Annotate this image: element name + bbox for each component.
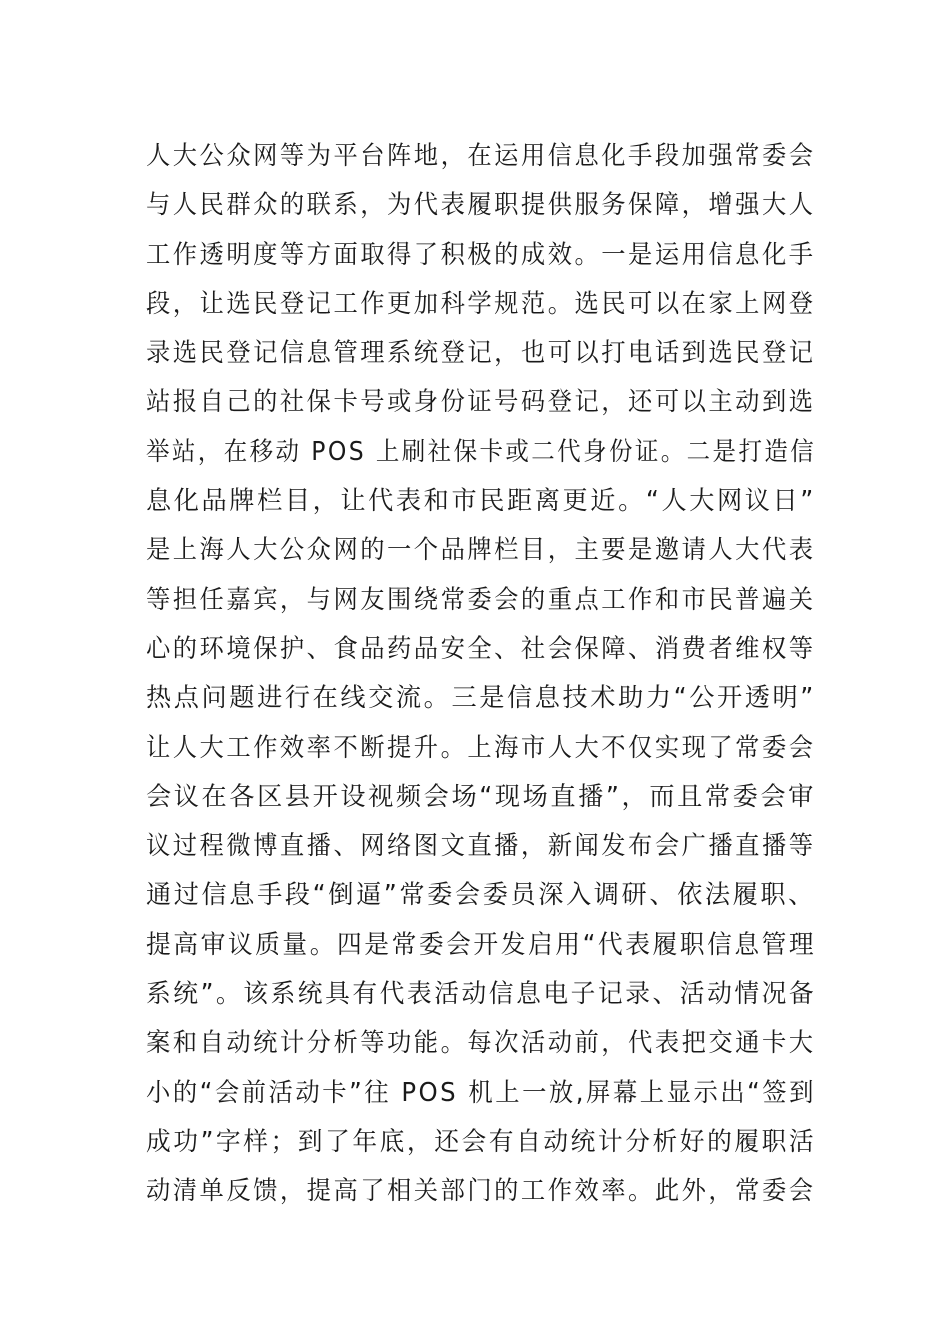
text-line-6: 站报自己的社保卡号或身份证号码登记，还可以主动到选 bbox=[146, 387, 816, 418]
text-line-20: 小的“会前活动卡”往 POS 机上一放,屏幕上显示出“签到 bbox=[146, 1077, 816, 1108]
body-text bbox=[146, 132, 816, 1217]
text-line-18: 系统”。该系统具有代表活动信息电子记录、活动情况备 bbox=[146, 979, 817, 1010]
text-line-4: 段，让选民登记工作更加科学规范。选民可以在家上网登 bbox=[146, 288, 816, 319]
text-line-13: 让人大工作效率不断提升。上海市人大不仅实现了常委会 bbox=[146, 732, 816, 763]
text-line-3: 工作透明度等方面取得了积极的成效。一是运用信息化手 bbox=[146, 239, 816, 270]
text-line-1: 人大公众网等为平台阵地，在运用信息化手段加强常委会 bbox=[146, 141, 816, 171]
text-line-8: 息化品牌栏目，让代表和市民距离更近。“人大网议日” bbox=[146, 486, 816, 517]
text-line-12: 热点问题进行在线交流。三是信息技术助力“公开透明” bbox=[146, 683, 816, 714]
text-line-11: 心的环境保护、食品药品安全、社会保障、消费者维权等 bbox=[146, 633, 816, 664]
text-line-9: 是上海人大公众网的一个品牌栏目，主要是邀请人大代表 bbox=[146, 535, 816, 566]
text-line-5: 录选民登记信息管理系统登记，也可以打电话到选民登记 bbox=[146, 338, 816, 369]
text-line-7: 举站，在移动 POS 上刷社保卡或二代身份证。二是打造信 bbox=[146, 436, 817, 467]
text-line-15: 议过程微博直播、网络图文直播，新闻发布会广播直播等 bbox=[146, 831, 816, 862]
text-line-17: 提高审议质量。四是常委会开发启用“代表履职信息管理 bbox=[146, 929, 817, 960]
text-line-14: 会议在各区县开设视频会场“现场直播”，而且常委会审 bbox=[146, 781, 816, 812]
text-line-19: 案和自动统计分析等功能。每次活动前，代表把交通卡大 bbox=[146, 1028, 816, 1059]
text-line-16: 通过信息手段“倒逼”常委会委员深入调研、依法履职、 bbox=[146, 880, 816, 911]
text-line-10: 等担任嘉宾，与网友围绕常委会的重点工作和市民普遍关 bbox=[146, 584, 816, 615]
text-line-21: 成功”字样；到了年底，还会有自动统计分析好的履职活 bbox=[146, 1126, 817, 1157]
text-line-2: 与人民群众的联系，为代表履职提供服务保障，增强大人 bbox=[146, 190, 816, 221]
text-line-22: 动清单反馈，提高了相关部门的工作效率。此外，常委会 bbox=[146, 1176, 816, 1207]
